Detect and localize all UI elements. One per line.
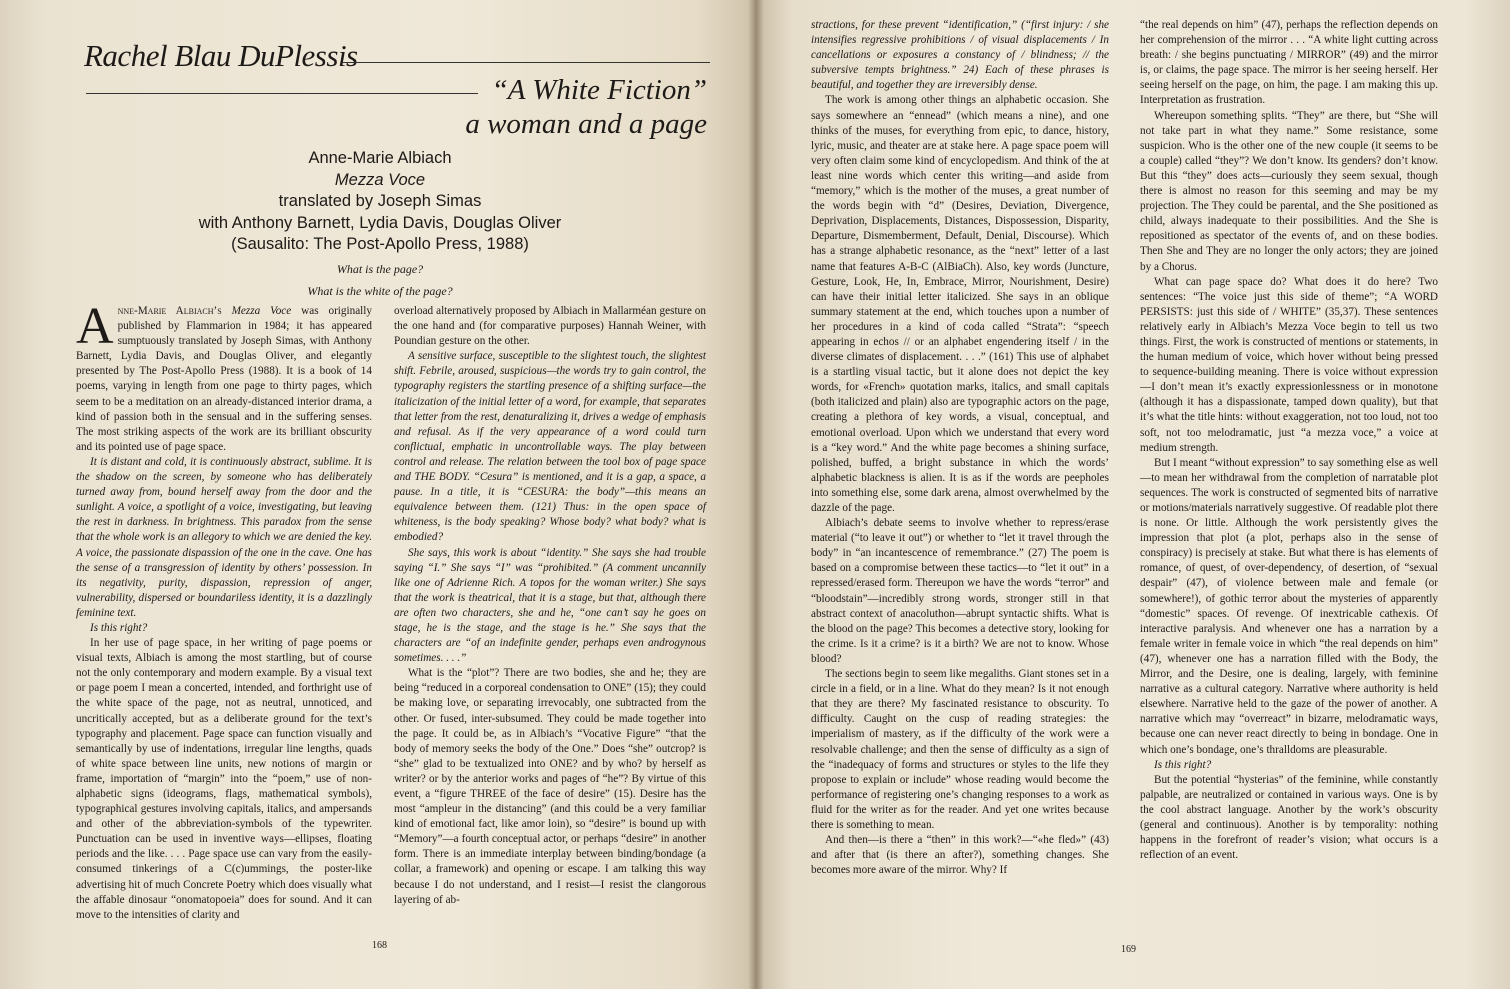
paragraph: And then—is there a “then” in this work?—“«he fled»” (43) and after that (is there an after?), something changes. She becomes more aware of the mirror. Why? If <box>811 834 1109 877</box>
book-publisher: (Sausalito: The Post-Apollo Press, 1988) <box>231 235 529 253</box>
paragraph: Anne-Marie Albiach’s Mezza Voce was originally published by Flammarion in 1984; it has appeared sumptuously translated by Joseph Simas, with Anthony Barnett, Lydia Davis, and Douglas Oliver, and elegantly presented by The Post-Apollo Press (1988). It is a book of 14 poems, varying in length from one page to thirty pages, which seem to be a meditation on an already-distanced interior drama, a kind of passion both in the sensual and in the suffering senses. The most striking aspects of the work are its brilliant obscurity and its pointed use of page space. <box>76 298 372 453</box>
left-column-2 <box>394 304 706 940</box>
paragraph: But the potential “hysterias” of the feminine, while constantly palpable, are neutralized or contained in various ways. One is by the cool abstract language. Another by the work’s obscurity (general and continuous). Another is by temporality: nothing happens in the forefront of reader’s vision; what occurs is a reflection of an event. <box>1140 773 1438 862</box>
drop-cap: A <box>76 298 114 355</box>
title-rule-top <box>342 62 710 63</box>
right-column-2 <box>1140 18 1438 946</box>
paragraph: stractions, for these prevent “identification,” (“first injury: / she intensifies regressive prohibitions / of visual displacements / In cancellations or exposures a constancy of / blindness; // the subversive tempts brightness.” 24) Each of these phrases is beautiful, and together they are irreversibly dense. <box>811 19 1109 92</box>
page-number: 169 <box>1121 944 1136 955</box>
paragraph: Whereupon something splits. “They” are there, but “She will not take part in what they name.” Some resistance, some suspicion. Who is the other one of the new couple (it seems to be a couple) called “they”? We don’t know. Its genders? don’t know. But this “they” does acts—curiously they seem sexual, though there is almost no reason for this seeming and may be my projection. The They could be parental, and the She positioned as child, always inadequate to their possibilities. And the She is repositioned as spectator of the events of, and on these bodies. Then She and They are no longer the only actors; they are joined by a Chorus. <box>1140 109 1438 273</box>
paragraph: The work is among other things an alphabetic occasion. She says somewhere an “ennead” (which means a nine), and one thinks of the muses, for everything from epic, to dance, history, lyric, music, and theater are at stake here. A page space poem will very often claim some kind of encyclopedism. And think of the at least nine words which center this writing—and aside from “memory,” which is the mother of the muses, a great number of the words begin with “d” (Desires, Deviation, Divergence, Deprivation, Displacements, Distances, Dispossession, Disparity, Departure, Dismemberment, Default, Denial, Discourse). Which has a strange alphabetic resonance, as the “next” letter of a last name that features A-B-C (AlBiaCh). Also, key words (Juncture, Gesture, Look, He, In, Embrace, Mirror, Nourishment, Desire) can have their initial letter italicized. She says in an oblique summary statement at the end, which touches upon a number of her procedures in a kind of coda called “Strata”: “speech appearing in echos // or an alphabet engendering itself / in the diverse climates of displacement. . . .” (161) This use of alphabet is a startling visual tactic, but it alone does not depict the key words, for «French» quotation marks, italics, and small capitals (both italicized and plain) also are typographic actors on the page, creating a plethora of key words, a visual, conceptual, and emotional overload. Upon which we understand that every word is a “key word.” And the white page becomes a shining surface, polished, buffed, a bright substance in which the words’ alphabetic blackness is alien. It is as if the words are peepholes into something else, some dark arena, almost overwhelmed by the dazzle of the page. <box>811 94 1109 514</box>
book-title: Mezza Voce <box>334 170 426 189</box>
paragraph: Is this right? <box>90 621 148 634</box>
essay-author: Rachel Blau DuPlessis <box>84 38 358 73</box>
paragraph: What is the “plot”? There are two bodies, she and he; they are being “reduced in a corporeal condensation to ONE” (15); they could be making love, or separating irrevocably, one subtracted from the other. Or fused, inter-subsumed. They could be made together into the page. It could be, as in Albiach’s “Vocative Figure” “that the body of memory seeks the body of the One.” Does “she” outcrop? is “she” glad to be textualized into ONE? and by who? by herself as writer? or by the anterior works and pages of “he”? By virtue of this event, a “figure THREE of the face of desire” (15). Desire has the most “ampleur in the distancing” (and this could be a very familiar kind of emotional fact, like amor loin), so “desire” is bound up with “Memory”—a fourth conceptual actor, or perhaps “desire” in another form. There is an immediate interplay between binding/bondage (a collar, a framework) and opening or escape. I am talking this way because I do not understand, and I resist—I resist the clangorous layering of ab- <box>394 667 706 906</box>
paragraph: A sensitive surface, susceptible to the slightest touch, the slightest shift. Febrile, aroused, suspicious—the words try to gain control, the typography registers the startling presence of a shifting surface—the italicization of the initial letter of a word, for example, that separates that letter from the rest, denaturalizing it, drives a wedge of emphasis and refusal. As if the very appearance of a word could turn conflictual, emphatic in uncontrollable ways. The play between control and release. The relation between the tool box of page space and THE BODY. “Cesura” is mentioned, and it is a gap, a space, a pause. In a title, it is “CESURA: the body”—this means an equivalence between them. (121) Thus: in the open space of whiteness, is the body speaking? Whose body? what body? what is embodied? <box>394 350 706 544</box>
paragraph: In her use of page space, in her writing of page poems or visual texts, Albiach is among the most startling, but of course not the only contemporary and modern example. By a visual text or page poem I mean a concerted, intended, and forthright use of the white space of the page, not as neutral, unnoticed, and uncritically accepted, but as a deliberate ground for the text’s typography and placement. Page space can function visually and semantically by use of indentations, irregular line lengths, quads of white space between line units, new notions of margin or frame, importation of “margin” into the “poem,” use of non-alphabetic signs (ideograms, flags, mathematical symbols), typographical gestures involving capitals, italics, and ampersands and other of the abbreviation-symbols of the typewriter. Punctuation can be used in inventive ways—ellipses, floating periods and the like. . . . Page space use can vary from the easily-consumed tinkerings of a C(c)ummings, the poster-like advertising hit of much Concrete Poetry which does visually what the affable dinosaur “onomatopoeia” does for sound. And it can move to the intensities of clarity and <box>76 637 372 921</box>
paragraph: But I meant “without expression” to say something else as well—to mean her withdrawal from the completion of narratable plot sequences. The work is constructed of segmented bits of narrative or motions/materials narratively suggestive. Of readable plot there is none. Or little. Although the work persistently gives the impression that plot (a plot, perhaps also in the sense of conspiracy) is precisely at stake. But what there is has elements of romance, of quest, of over-dependency, of desertion, of “sexual despair” (47), of violence between male and female (or somewhere!), of gothic terror about the mysteries of apparently “domestic” spaces. Of revenge. Of inextricable cathexis. Of interactive paralysis. And whenever one has a narration by a female writer in female voice in which “the real depends on him” (47), whenever one has a narration filled with the Body, the Mirror, and the Desire, one is dealing, largely, with feminine narrative as a cultural category. Narrative where authority is held elsewhere. Narrative held to the gaze of the power of another. A narrative which may “overreact” in bizarre, melodramatic ways, because one can never react directly to being in bondage. One in which one’s bondage, one’s thralldoms are pleasurable. <box>1140 456 1438 756</box>
paragraph: Albiach’s debate seems to involve whether to repress/erase material (“to leave it out”) or whether to “let it travel through the body” in “an incantescence of remembrance.” (27) The poem is based on a compromise between these tactics—to “let it out” in a repressed/erased form. Thereupon we have the words “terror” and “bloodstain”—incredibly strong words, stronger still in that abstract context of anacoluthon—abrupt syntactic shifts. What is the blood on the page? This becomes a detective story, looking for the crime. Is it a crime? is it a birth? We are not to know. Whose blood? <box>811 517 1109 665</box>
paragraph: It is distant and cold, it is continuously abstract, sublime. It is the shadow on the screen, by someone who has deliberately turned away from, bound herself away from the door and the sunlight. A voice, a spotlight of a voice, investigating, but leaving the rest in darkness. In brightness. This paradox from the sense that the whole work is an allegory to which we are denied the key. A voice, the passionate dispassion of the one in the cave. One has the sense of a transgression of identity by others’ possession. In its negativity, purity, dispassion, repression of anger, vulnerability, dispersed or boundariless identity, it is a dazzlingly feminine text. <box>76 455 372 619</box>
essay-title: “A White Fiction” <box>491 74 707 106</box>
book-translator: translated by Joseph Simas <box>278 192 482 210</box>
page-number: 168 <box>372 940 387 951</box>
right-column-1 <box>811 18 1109 946</box>
paragraph: “the real depends on him” (47), perhaps the reflection depends on her comprehension of the mirror . . . “A white light cutting across breath: / she begins punctuating / MIRROR” (49) and the mirror is, or claims, the page space. The mirror is her seeing herself. Her seeing herself on the page, on him, the page. I am making this up. Interpretation as frustration. <box>1140 19 1438 107</box>
paragraph: Is this right? <box>1154 758 1212 771</box>
book-gutter <box>748 0 764 989</box>
book-citation <box>190 148 570 256</box>
left-column-1 <box>76 298 372 940</box>
book-title-inline: Mezza Voce <box>231 305 292 317</box>
paragraph: What can page space do? What does it do here? Two sentences: “The voice just this side of theme”; “A WORD PERSISTS: just this side of / WHITE” (35,37). These sentences relatively early in Albiach’s Mezza Voce begin to tell us two things. First, the work is constructed of mentions or statements, in the human medium of voice, which hover without being pressed to sequence-building meaning. There is voice without expression—I don’t mean it’s exactly expressionlessness or in monotone (although it has a dispassionate, tamped down quality), but that it’s what the title hints: without exaggeration, not too loud, not too soft, not too melodramatic, just “a mezza voce,” a voice at medium strength. <box>1140 275 1438 454</box>
essay-subtitle: a woman and a page <box>465 108 707 140</box>
book-co-translators: with Anthony Barnett, Lydia Davis, Douglas Oliver <box>198 213 562 232</box>
epigraph-line-2: What is the white of the page? <box>307 284 453 298</box>
paragraph: The sections begin to seem like megaliths. Giant stones set in a circle in a field, or in a line. What do they mean? Is it not enough that they are there? My fascinated resistance to obscurity. To difficulty. Caught on the cusp of reading strategies: the imperialism of mastery, as if the difficulty of the work were a resolvable challenge; and then the sense of difficulty as a sign of the “inadequacy of forms and structures or styles to the life they propose to explain or include” whose reading would become the performance of registering one’s changing responses to a work as fluid for the writer as for the reader. And yet one writes because there is something to mean. <box>811 668 1109 831</box>
book-author: Anne-Marie Albiach <box>308 149 452 167</box>
right-page <box>755 0 1510 989</box>
paragraph: She says, this work is about “identity.” She says she had trouble saying “I.” She says “I” was “prohibited.” (A comment uncannily like one of Adrienne Rich. A topos for the woman writer.) She says that the work is theatrical, that it is a stage, but that, although there are often two characters, she and he, “one can’t say he goes on stage, he is the stage, and the stage is he.” She says that the characters are “of an indefinite gender, perhaps even androgynous sometimes. . . .” <box>394 546 706 665</box>
title-rule-bottom <box>86 93 478 94</box>
epigraph-line-1: What is the page? <box>336 262 424 276</box>
paragraph: overload alternatively proposed by Albiach in Mallarméan gesture on the one hand and (for comparative purposes) Hannah Weiner, with Poundian gesture on the other. <box>394 305 706 348</box>
